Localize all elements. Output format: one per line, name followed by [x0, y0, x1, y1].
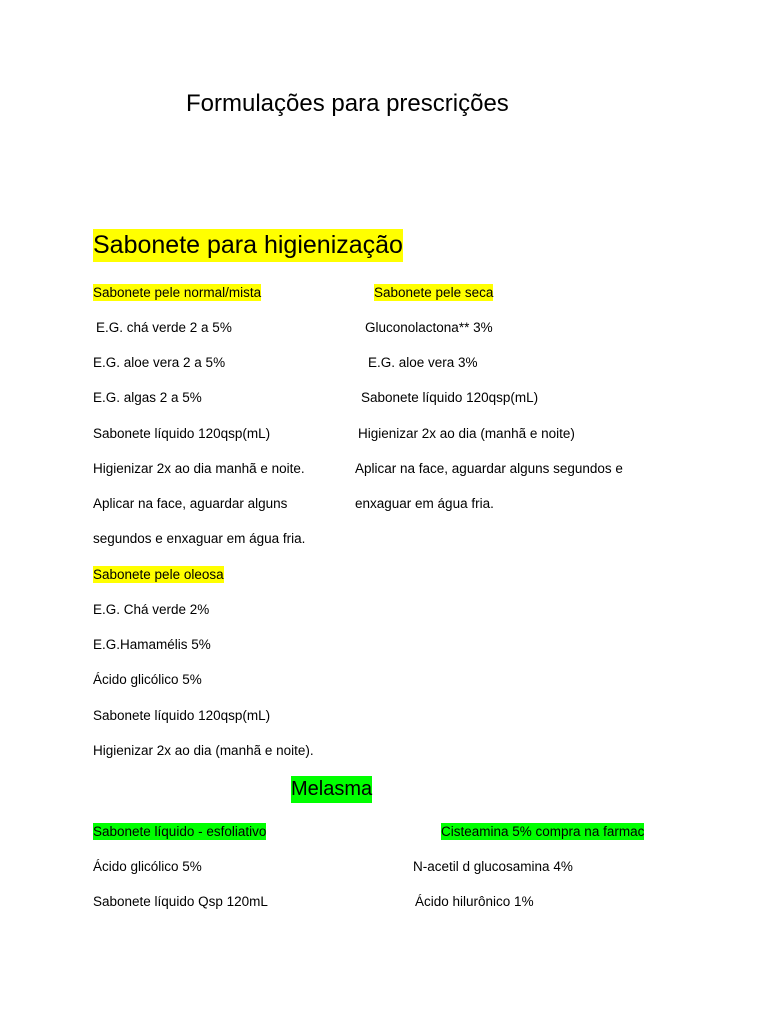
normal-mista-line: segundos e enxaguar em água fria. — [93, 531, 306, 546]
seca-line: Sabonete líquido 120qsp(mL) — [361, 390, 539, 405]
oleosa-line: E.G.Hamamélis 5% — [93, 637, 211, 652]
subheading-pele-seca: Sabonete pele seca — [374, 285, 494, 300]
subheading-pele-normal-mista: Sabonete pele normal/mista — [93, 285, 262, 300]
oleosa-line: Higienizar 2x ao dia (manhã e noite). — [93, 743, 314, 758]
subheading-pele-oleosa: Sabonete pele oleosa — [93, 567, 224, 582]
cisteamina-line: Ácido hilurônico 1% — [415, 894, 534, 909]
esfoliativo-line: Ácido glicólico 5% — [93, 859, 202, 874]
subheading-cisteamina: Cisteamina 5% compra na farmac — [441, 824, 645, 839]
normal-mista-line: Sabonete líquido 120qsp(mL) — [93, 426, 271, 441]
normal-mista-line: E.G. aloe vera 2 a 5% — [93, 355, 226, 370]
normal-mista-line: Higienizar 2x ao dia manhã e noite. — [93, 461, 305, 476]
seca-line: Higienizar 2x ao dia (manhã e noite) — [358, 426, 575, 441]
normal-mista-line: Aplicar na face, aguardar alguns — [93, 496, 288, 511]
normal-mista-line: E.G. chá verde 2 a 5% — [96, 320, 232, 335]
oleosa-line: E.G. Chá verde 2% — [93, 602, 210, 617]
section-heading-melasma: Melasma — [291, 776, 372, 803]
seca-line: E.G. aloe vera 3% — [368, 355, 478, 370]
subheading-sabonete-esfoliativo: Sabonete líquido - esfoliativo — [93, 824, 267, 839]
seca-line: Aplicar na face, aguardar alguns segundos e — [355, 461, 623, 476]
document-title: Formulações para prescrições — [186, 90, 509, 117]
section-heading-higienizacao: Sabonete para higienização — [93, 229, 403, 262]
normal-mista-line: E.G. algas 2 a 5% — [93, 390, 202, 405]
seca-line: Gluconolactona** 3% — [365, 320, 493, 335]
oleosa-line: Ácido glicólico 5% — [93, 672, 202, 687]
cisteamina-line: N-acetil d glucosamina 4% — [413, 859, 573, 874]
seca-line: enxaguar em água fria. — [355, 496, 494, 511]
oleosa-line: Sabonete líquido 120qsp(mL) — [93, 708, 271, 723]
esfoliativo-line: Sabonete líquido Qsp 120mL — [93, 894, 268, 909]
